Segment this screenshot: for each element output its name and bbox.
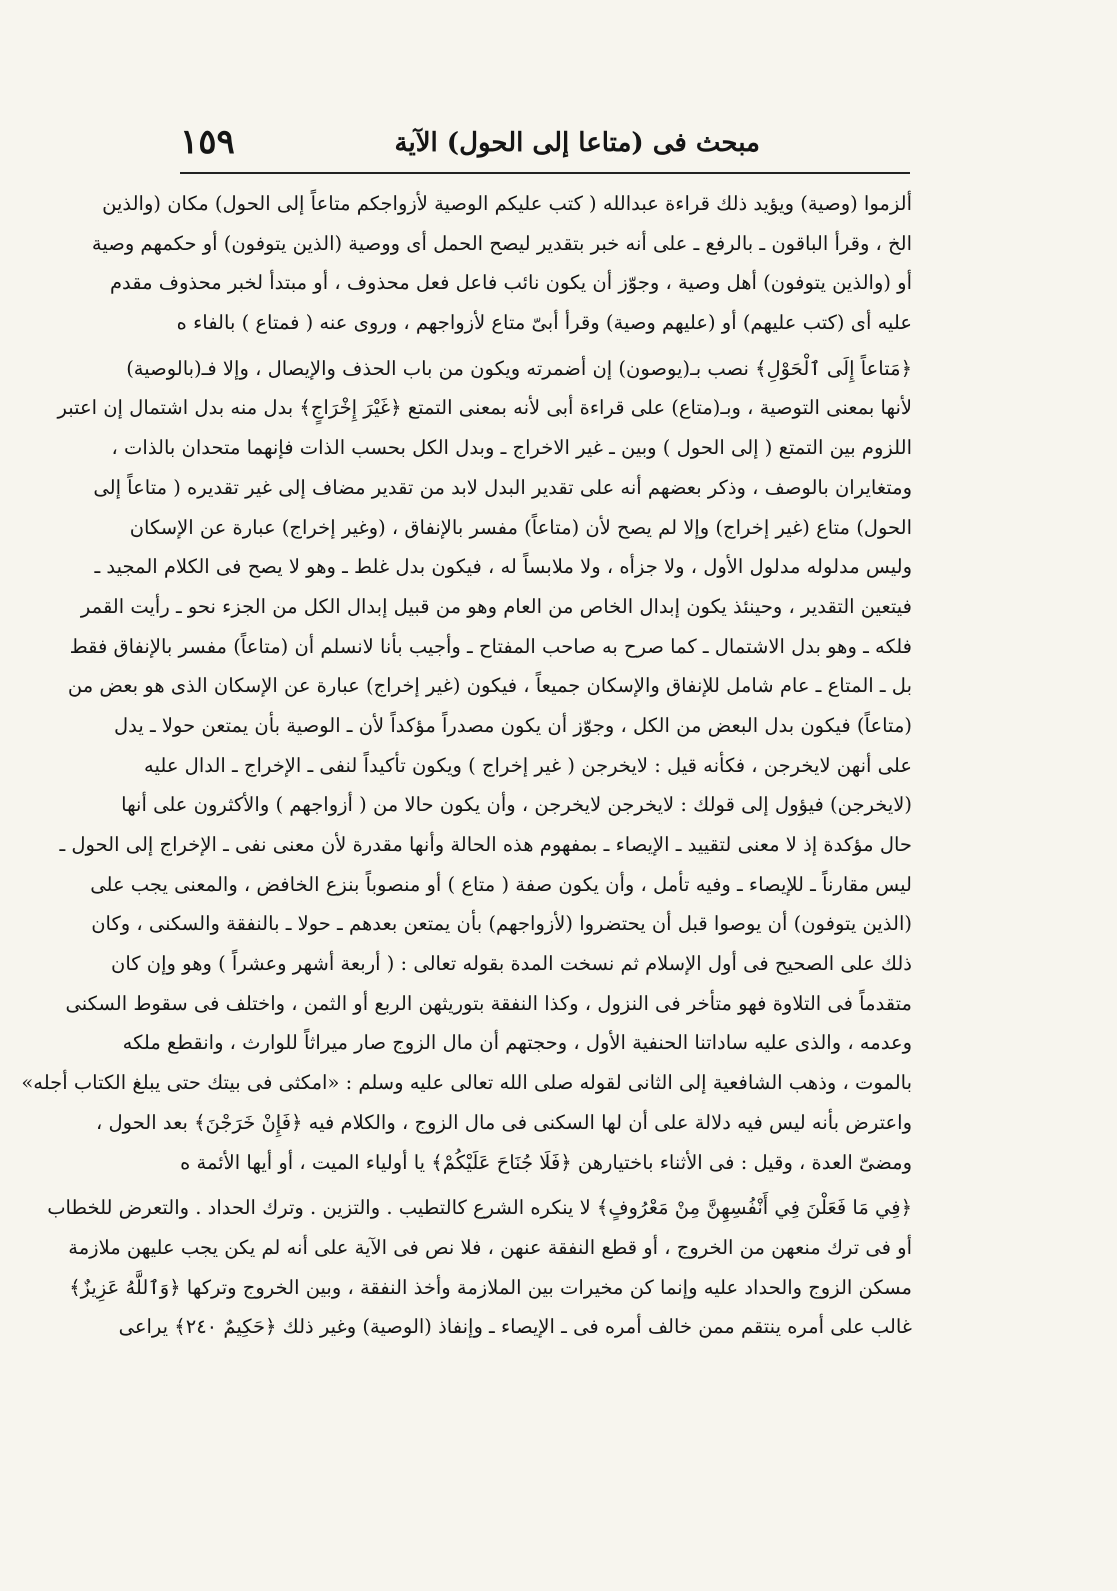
text-body: [21, 184, 912, 1347]
text-line: حال مؤكدة إذ لا معنى لتقييد ـ الإيصاء ـ بمفهوم هذه الحالة وأنها مقدرة لأن معنى نفى ـ الإخراج إلى الحول ـ: [59, 833, 912, 856]
text-line: واعترض بأنه ليس فيه دلالة على أن لها السكنى فى مال الزوج ، والكلام فيه ﴿فَإِنْ خَرَجْنَ﴾ بعد الحول ،: [95, 1110, 912, 1134]
text-line: اللزوم بين التمتع ( إلى الحول ) وبين ـ غير الاخراج ـ وبدل الكل بحسب الذات فإنهما متحدان بالذات ،: [111, 436, 912, 460]
text-line: ﴿مَتاعاً إِلَى ٱلْحَوْلِ﴾ نصب بـ(يوصون) إن أضمرته ويكون من باب الحذف والإيصال ، وإلا فـ(بالوصية): [126, 356, 912, 380]
text-line: (متاعاً) فيكون بدل البعض من الكل ، وجوّز أن يكون مصدراً مؤكداً لأن ـ الوصية بأن يمتعن حولا ـ يدل: [113, 713, 912, 737]
text-line: (الذين يتوفون) أن يوصوا قبل أن يحتضروا (لأزواجهم) بأن يمتعن بعدهم ـ حولا ـ بالنفقة والسكنى ، وكان: [91, 912, 912, 936]
text-line: عليه أى (كتب عليهم) أو (عليهم وصية) وقرأ أبىّ متاع لأزواجهم ، وروى عنه ( فمتاع ) بالفاء ه: [176, 311, 912, 335]
text-line: غالب على أمره ينتقم ممن خالف أمره فى ـ الإيصاء ـ وإنفاذ (الوصية) وغير ذلك ﴿حَكِيمٌ ٢٤٠﴾ يراعى: [118, 1315, 912, 1339]
page-title: مبحث فى (متاعا إلى الحول) الآية: [394, 128, 760, 158]
text-line: لأنها بمعنى التوصية ، وبـ(متاع) على قراءة أبى لأنه بمعنى التمتع ﴿غَيْرَ إِخْرَاجٍ﴾ بدل منه بدل اشتمال إن اعتبر: [57, 396, 912, 420]
text-line: (لايخرجن) فيؤول إلى قولك : لايخرجن لايخرجن ، وأن يكون حالا من ( أزواجهم ) والأكثرون على أنها: [121, 793, 912, 817]
text-line: متقدماً فى التلاوة فهو متأخر فى النزول ، وكذا النفقة بتوريثهن الربع أو الثمن ، واختلف فى سقوط السكنى: [65, 991, 912, 1015]
text-line: الخ ، وقرأ الباقون ـ بالرفع ـ على أنه خبر بتقدير ليصح الحمل أى ووصية (الذين يتوفون) أو حكمهم وصية: [91, 231, 912, 255]
text-line: أو فى ترك منعهن من الخروج ، أو قطع النفقة عنهن ، فلا نص فى الآية على أنه لم يكن يجب عليهن ملازمة: [68, 1235, 912, 1259]
text-line: ليس مقارناً ـ للإيصاء ـ وفيه تأمل ، وأن يكون صفة ( متاع ) أو منصوباً بنزع الخافض ، والمعنى يجب على: [90, 872, 912, 896]
text-line: وليس مدلوله مدلول الأول ، ولا جزأه ، ولا ملابساً له ، فيكون بدل غلط ـ وهو لا يصح فى الكلام المجيد ـ: [94, 555, 912, 579]
text-line: ألزموا (وصية) ويؤيد ذلك قراءة عبدالله ( كتب عليكم الوصية لأزواجكم متاعاً إلى الحول) مكان (والذين: [102, 192, 912, 215]
text-line: وعدمه ، والذى عليه ساداتنا الحنفية الأول ، وحجتهم أن مال الزوج صار ميراثاً للوارث ، وانقطع ملكه: [122, 1031, 912, 1055]
text-line: فلكه ـ وهو بدل الاشتمال ـ كما صرح به صاحب المفتاح ـ وأجيب بأنا لانسلم أن (متاعاً) مفسر بالإنفاق فقط: [69, 634, 912, 658]
text-line: الحول) متاع (غير إخراج) وإلا لم يصح لأن (متاعاً) مفسر بالإنفاق ، (وغير إخراج) عبارة عن الإسكان: [129, 515, 912, 539]
text-line: ﴿فِي مَا فَعَلْنَ فِي أَنْفُسِهِنَّ مِنْ مَعْرُوفٍ﴾ لا ينكره الشرع كالتطيب . والتزين . وترك الحداد . والتعرض للخطاب: [47, 1196, 912, 1220]
page-number: ١٥٩: [180, 122, 235, 162]
text-line: ومتغايران بالوصف ، وذكر بعضهم أنه على تقدير البدل لابد من تقدير مضاف إلى غير تقديره ( متاعاً إلى: [93, 475, 912, 499]
text-line: بل ـ المتاع ـ عام شامل للإنفاق والإسكان جميعاً ، فيكون (غير إخراج) عبارة عن الإسكان الذى هو بعض من: [67, 674, 912, 698]
text-line: فيتعين التقدير ، وحينئذ يكون إبدال الخاص من العام وهو من قبيل إبدال الكل من الجزء نحو ـ رأيت القمر: [80, 594, 912, 618]
text-line: ومضىّ العدة ، وقيل : فى الأثناء باختيارهن ﴿فَلَا جُنَاحَ عَلَيْكُمْ﴾ يا أولياء الميت ، أو أيها الأئمة ه: [180, 1150, 912, 1174]
text-line: مسكن الزوج والحداد عليه وإنما كن مخيرات بين الملازمة وأخذ النفقة ، وبين الخروج وتركها ﴿وَٱللَّهُ عَزِيزٌ﴾: [69, 1275, 912, 1299]
text-line: ذلك على الصحيح فى أول الإسلام ثم نسخت المدة بقوله تعالى : ( أربعة أشهر وعشراً ) وهو وإن كان: [111, 952, 912, 976]
header-divider: [180, 172, 910, 174]
text-line: أو (والذين يتوفون) أهل وصية ، وجوّز أن يكون نائب فاعل فعل محذوف ، أو مبتدأ لخبر محذوف مقدم: [109, 271, 912, 295]
text-line: على أنهن لايخرجن ، فكأنه قيل : لايخرجن ( غير إخراج ) ويكون تأكيداً لنفى ـ الإخراج ـ الدال عليه: [144, 753, 912, 777]
text-line: بالموت ، وذهب الشافعية إلى الثانى لقوله صلى الله تعالى عليه وسلم : «امكثى فى بيتك حتى يبلغ الكتاب أجله»: [21, 1071, 912, 1095]
page-header: [180, 122, 910, 172]
